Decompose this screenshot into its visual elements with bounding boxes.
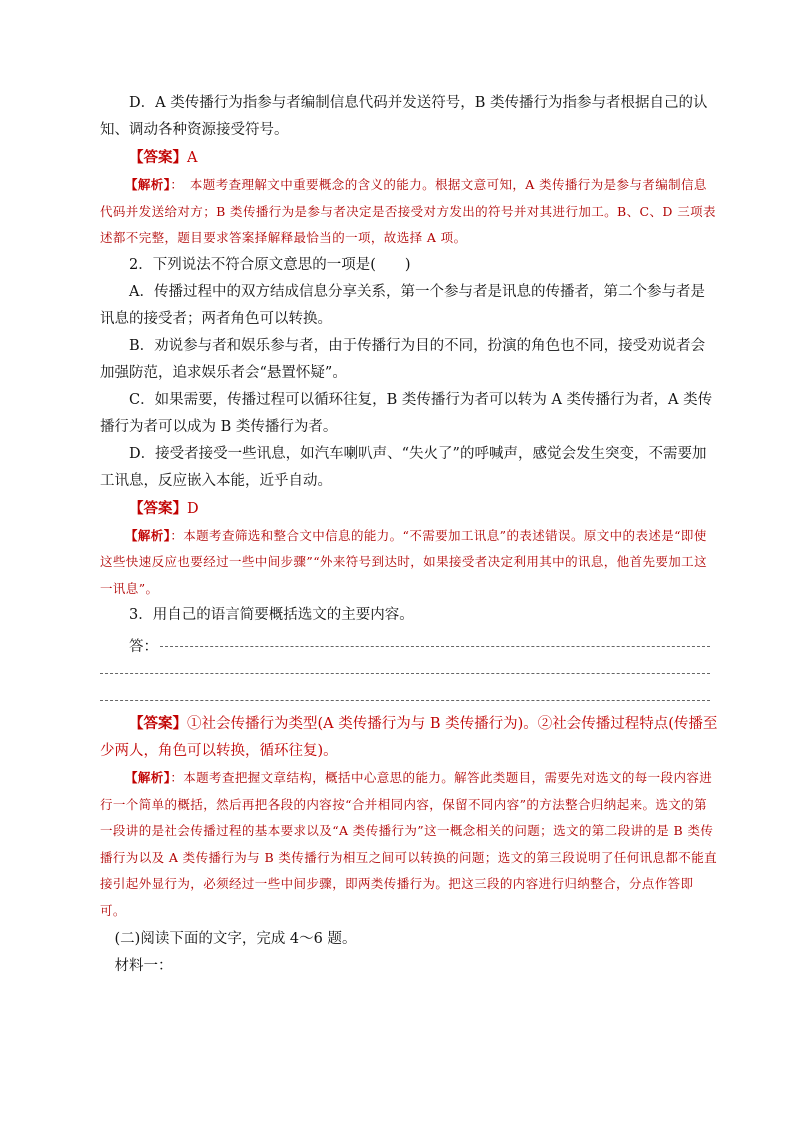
- answer-value: A: [187, 150, 198, 166]
- q2-option-c: C．如果需要，传播过程可以循环往复，B 类传播行为者可以转为 A 类传播行为者，A 类传播行为者可以成为 B 类传播行为者。: [100, 391, 713, 435]
- q2-stem: 2．下列说法不符合原文意思的一项是( ): [129, 256, 411, 273]
- explanation-text: ： 本题考查理解文中重要概念的含义的能力。根据文意可知，A 类传播行为是参与者编制信息代码并发送给对方；B 类传播行为是参与者决定是否接受对方发出的符号并对其进行加工。B、C、D 三项表述都不完整，题目要求答案择解释最恰当的一项，故选择 A 项。: [100, 177, 716, 245]
- answer-label: 答：: [129, 639, 158, 655]
- answer-value: D: [187, 500, 199, 517]
- q2-option-d: D．接受者接受一些讯息，如汽车喇叭声、“失火了”的呼喊声，感觉会发生突变，不需要加工讯息，反应嵌入本能，近乎自动。: [100, 445, 707, 489]
- answer-tag: 【答案】: [129, 499, 187, 517]
- explanation-tag: 【解析】: [125, 770, 171, 785]
- explanation-tag: 【解析】: [125, 177, 171, 192]
- q3-explanation: [100, 765, 718, 924]
- q2-option-b: B．劝说参与者和娱乐参与者，由于传播行为目的不同，扮演的角色也不同，接受劝说者会加强防范，追求娱乐者会“悬置怀疑”。: [100, 337, 706, 381]
- q3-stem: 3．用自己的语言简要概括选文的主要内容。: [129, 607, 414, 623]
- explanation-text: ：本题考查筛选和整合文中信息的能力。“不需要加工讯息”的表述错误。原文中的表述是“即使这些快速反应也要经过一些中间步骤”“外来符号到达时，如果接受者决定利用其中的讯息，他首先要加工这一讯息”。: [100, 527, 707, 596]
- blank-line: [100, 673, 710, 674]
- q1-option-d: D．A 类传播行为指参与者编制信息代码并发送符号，B 类传播行为指参与者根据自己的认知、调动各种资源接受符号。: [100, 95, 708, 138]
- answer-line-3[interactable]: [100, 683, 718, 710]
- blank-line: [160, 646, 710, 647]
- material-label: 材料一：: [114, 958, 173, 974]
- answer-value: ①社会传播行为类型(A 类传播行为与 B 类传播行为)。②社会传播过程特点(传播至少两人，角色可以转换，循环往复)。: [100, 716, 718, 759]
- answer-line-2[interactable]: [100, 656, 718, 683]
- answer-line-1[interactable]: [100, 629, 718, 656]
- document-content: [100, 90, 718, 980]
- blank-line: [100, 700, 710, 701]
- answer-tag: 【答案】: [129, 715, 187, 732]
- q3-answer: [100, 710, 718, 765]
- section-heading: (二)阅读下面的文字，完成 4～6 题。: [114, 931, 357, 947]
- q1-explanation: [100, 172, 718, 252]
- explanation-text: ：本题考查把握文章结构，概括中心意思的能力。解答此类题目，需要先对选文的每一段内容进行一个简单的概括，然后再把各段的内容按“合并相同内容，保留不同内容”的方法整合归纳起来。选文的第一段讲的是社会传播过程的基本要求以及“A 类传播行为”这一概念相关的问题；选文的第二段讲的是 B 类传播行为以及 A 类传播行为与 B 类传播行为相互之间可以转换的问题；选文的第三段说明了任何讯息都不能直接引起外显行为，必须经过一些中间步骤，即两类传播行为。把这三段的内容进行归纳整合，分点作答即可。: [100, 770, 718, 918]
- answer-tag: 【答案】: [129, 149, 187, 166]
- q2-option-a: A．传播过程中的双方结成信息分享关系，第一个参与者是讯息的传播者，第二个参与者是讯息的接受者；两者角色可以转换。: [100, 283, 705, 327]
- explanation-tag: 【解析】: [125, 527, 171, 543]
- q2-answer: [100, 495, 718, 523]
- q1-answer: [100, 144, 718, 172]
- q2-explanation: [100, 523, 718, 603]
